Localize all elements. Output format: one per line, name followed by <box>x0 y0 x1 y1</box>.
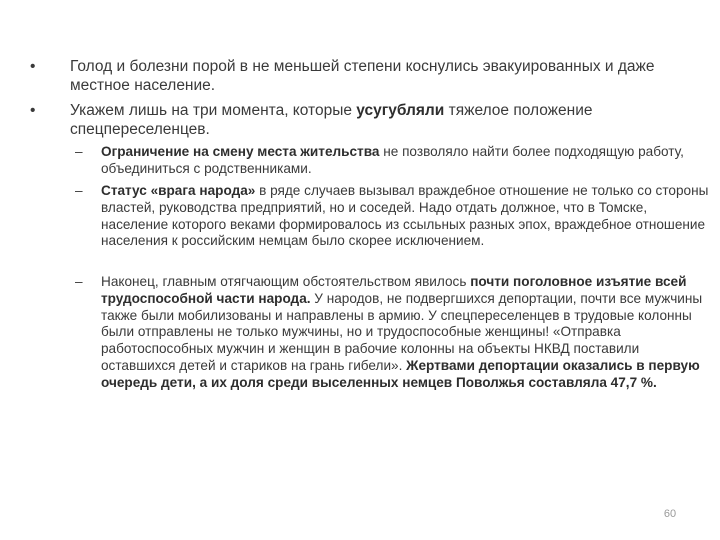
subitem-residence-restriction <box>75 144 715 178</box>
bullet-text-part: Укажем лишь на три момента, которые <box>70 102 357 119</box>
subitem-labor-seizure <box>75 274 715 392</box>
subitem-text <box>101 144 715 178</box>
subitem-text-part: Наконец, главным отягчающим обстоятельством явилось <box>101 274 471 289</box>
bullet-text <box>70 101 670 139</box>
bullet-text-part: тяжелое положение спецпереселенцев. <box>70 102 593 138</box>
bullet-marker: • <box>30 58 36 75</box>
subitem-emphasis: Ограничение на смену места жительства <box>101 144 380 159</box>
dash-marker: – <box>75 274 83 289</box>
bullet-item-hunger <box>30 57 670 95</box>
dash-marker: – <box>75 144 83 159</box>
subitem-text <box>101 274 715 392</box>
bullet-text: Голод и болезни порой в не меньшей степени коснулись эвакуированных и даже местное население. <box>70 58 655 94</box>
subitem-text-part: в ряде случаев вызывал враждебное отношение не только со стороны властей, руководства предприятий, но и соседей. Надо отдать должное, что в Томске, население которого веками формировалось из ссыльных разных эпох, враждебное отношение населения к российским немцам было скорее исключением. <box>101 183 709 249</box>
subitem-text-part: У народов, не подвергшихся депортации, почти все мужчины также были мобилизованы и направлены в армию. У спецпереселенцев в трудовые колонны были отправлены не только мужчины, но и трудоспособные женщины! «Отправка работоспособных мужчин и женщин в рабочие колонны на объекты НКВД поставили оставшихся детей и стариков на грань гибели». <box>101 290 703 373</box>
subitem-text <box>101 183 715 250</box>
subitem-emphasis: почти поголовное изъятие всей трудоспособной части народа. <box>101 274 687 306</box>
page-number: 60 <box>663 508 677 520</box>
subitem-emphasis: Статус «врага народа» <box>101 183 256 198</box>
bullet-marker: • <box>30 102 36 119</box>
bullet-item-three-factors <box>30 101 670 139</box>
subitem-text-part: не позволяло найти более подходящую работу, объединиться с родственниками. <box>101 144 684 176</box>
subitem-enemy-status <box>75 183 715 250</box>
bullet-text-emphasis: усугубляли <box>356 102 445 119</box>
dash-marker: – <box>75 183 83 198</box>
subitem-emphasis: Жертвами депортации оказались в первую очередь дети, а их доля среди выселенных немцев Поволжья составляла 47,7 %. <box>101 357 700 390</box>
